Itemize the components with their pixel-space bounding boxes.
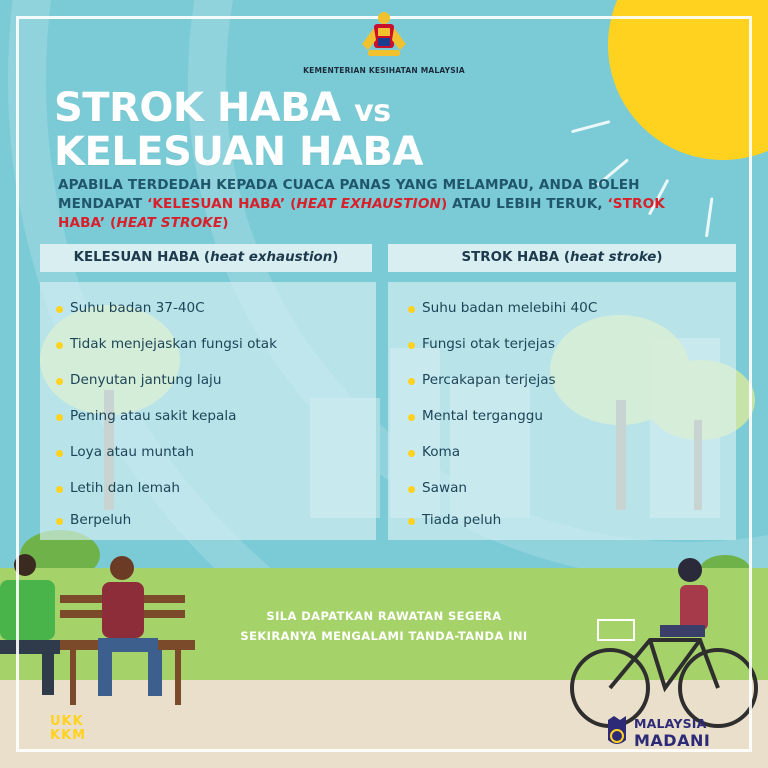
intro-text xyxy=(58,176,698,233)
title-vs: vs xyxy=(354,94,391,129)
heat-stroke-symptom-item: Tiada peluh xyxy=(422,512,502,528)
madani-text-line-2: MADANI xyxy=(634,731,711,750)
heat-stroke-symptom-item: Fungsi otak terjejas xyxy=(422,336,555,352)
heat-exhaustion-symptom-item: Berpeluh xyxy=(70,512,132,528)
heat-exhaustion-symptom-item: Letih dan lemah xyxy=(70,480,180,496)
column-header-heat-stroke: STROK HABA (heat stroke) xyxy=(388,244,736,272)
heat-stroke-symptom-item: Suhu badan melebihi 40C xyxy=(422,300,598,316)
call-to-action-line-1: SILA DAPATKAN RAWATAN SEGERA xyxy=(266,609,502,623)
title-line-2: KELESUAN HABA xyxy=(54,129,423,175)
heat-exhaustion-symptom-item: Suhu badan 37-40C xyxy=(70,300,205,316)
heat-stroke-symptom-item: Sawan xyxy=(422,480,468,496)
intro-part-2: ATAU LEBIH TERUK, xyxy=(447,196,608,212)
bullet-dot-icon xyxy=(408,518,415,525)
bullet-dot-icon xyxy=(56,518,63,525)
bullet-dot-icon xyxy=(56,378,63,385)
heat-exhaustion-symptom-item: Denyutan jantung laju xyxy=(70,372,222,388)
coat-of-arms-icon xyxy=(354,10,414,60)
bullet-dot-icon xyxy=(408,486,415,493)
heat-exhaustion-symptom-item: Loya atau muntah xyxy=(70,444,195,460)
malaysia-madani-logo xyxy=(604,712,724,752)
call-to-action-line-2: SEKIRANYA MENGALAMI TANDA-TANDA INI xyxy=(240,629,528,643)
bullet-dot-icon xyxy=(56,414,63,421)
bullet-dot-icon xyxy=(408,342,415,349)
bullet-dot-icon xyxy=(56,306,63,313)
malaysia-madani-logo-icon xyxy=(604,714,630,748)
heat-stroke-symptom-item: Koma xyxy=(422,444,461,460)
heat-stroke-symptom-item: Mental terganggu xyxy=(422,408,543,424)
ministry-name: KEMENTERIAN KESIHATAN MALAYSIA xyxy=(303,66,465,75)
madani-text-line-1: MALAYSIA xyxy=(634,716,707,731)
bullet-dot-icon xyxy=(56,486,63,493)
heat-exhaustion-symptom-item: Tidak menjejaskan fungsi otak xyxy=(70,336,277,352)
column-header-heat-exhaustion: KELESUAN HABA (heat exhaustion) xyxy=(40,244,372,272)
heat-exhaustion-symptom-item: Pening atau sakit kepala xyxy=(70,408,237,424)
bullet-dot-icon xyxy=(408,378,415,385)
title-line-1: STROK HABA xyxy=(54,85,341,131)
ukk-kkm-logo: UKK KKM xyxy=(50,714,87,743)
intro-part-1: APABILA TERDEDAH KEPADA CUACA PANAS YANG MELAMPAU, ANDA BOLEH MENDAPAT xyxy=(58,177,640,212)
bullet-dot-icon xyxy=(408,450,415,457)
intro-highlight-stroke: ‘STROK HABA’ (HEAT STROKE) xyxy=(58,196,665,231)
bullet-dot-icon xyxy=(56,450,63,457)
page-title xyxy=(54,85,423,175)
bullet-dot-icon xyxy=(408,306,415,313)
bullet-dot-icon xyxy=(408,414,415,421)
intro-highlight-exhaustion: ‘KELESUAN HABA’ (HEAT EXHAUSTION) xyxy=(147,196,448,212)
bullet-dot-icon xyxy=(56,342,63,349)
heat-stroke-symptom-item: Percakapan terjejas xyxy=(422,372,556,388)
